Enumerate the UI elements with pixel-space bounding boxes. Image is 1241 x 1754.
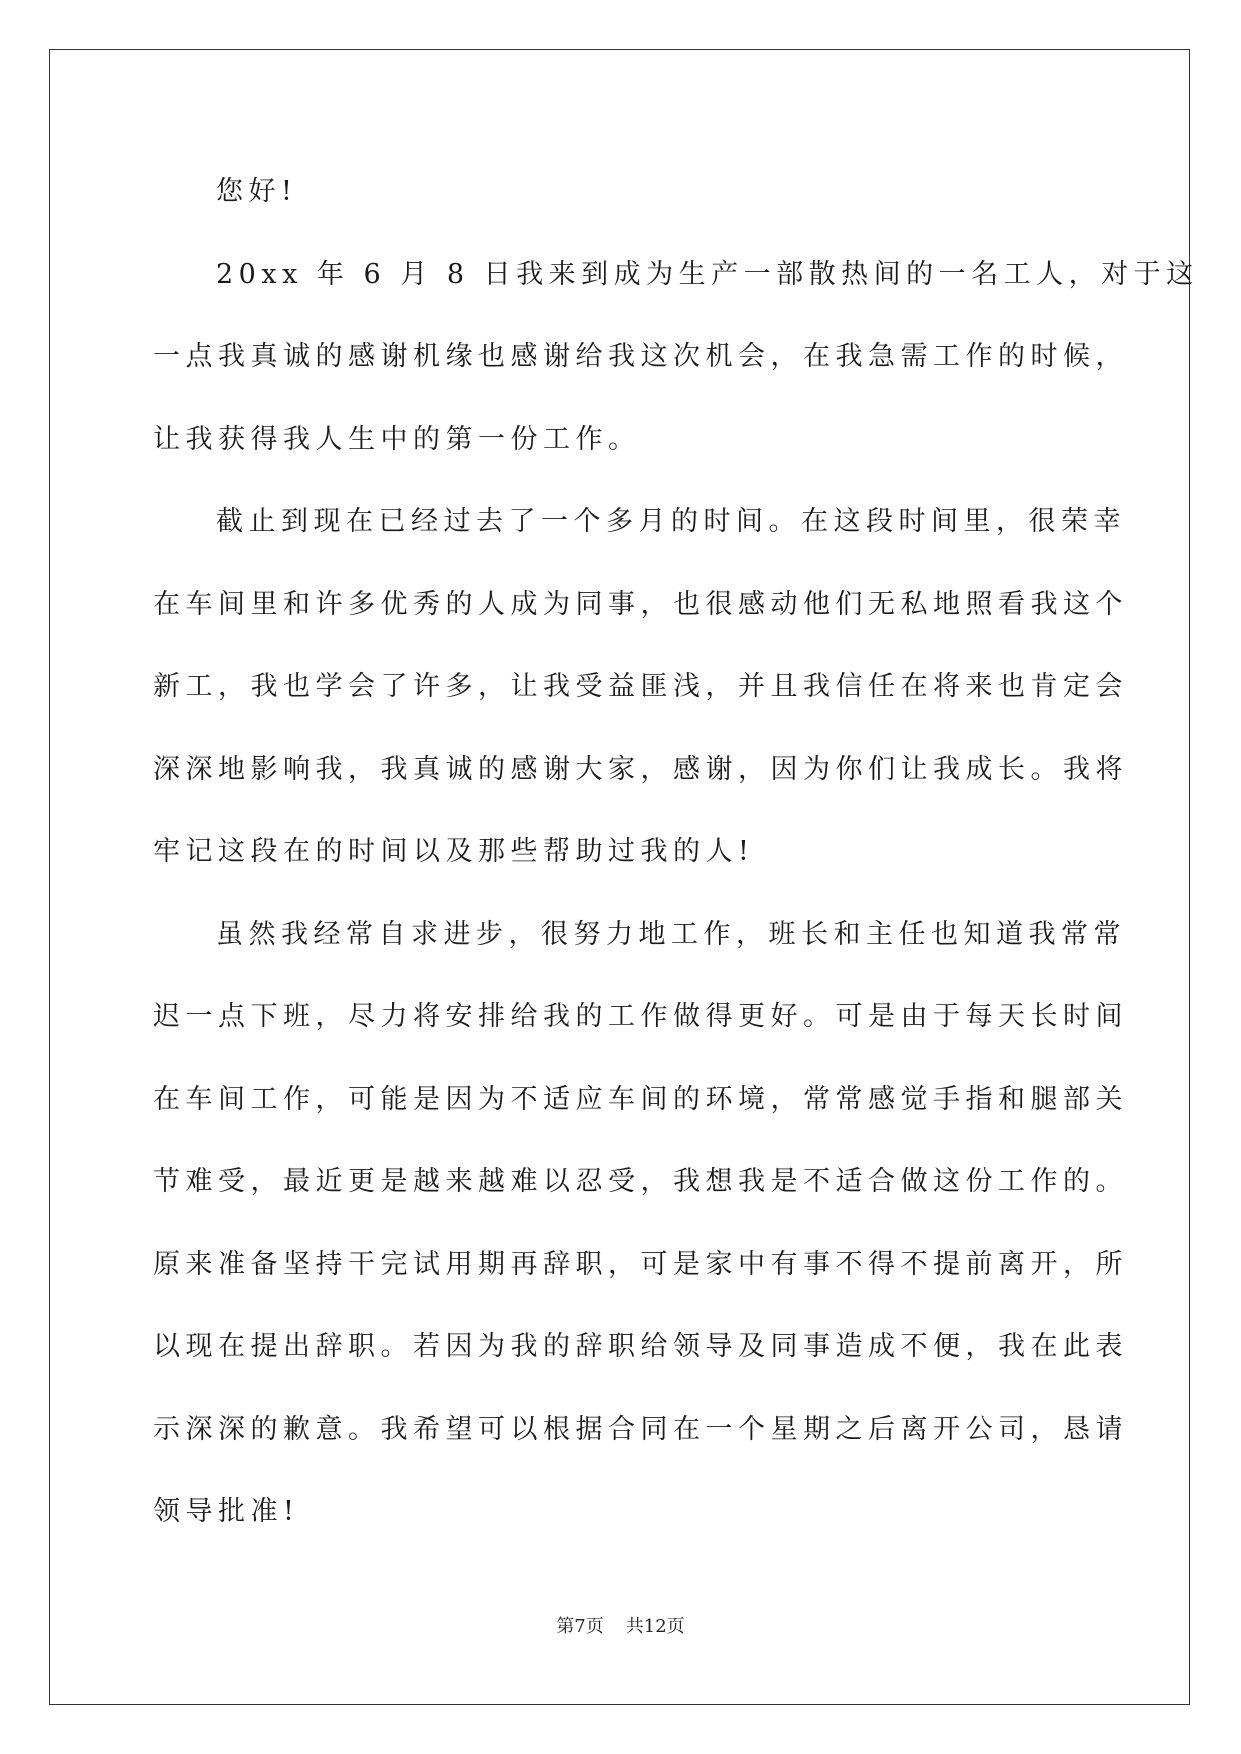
paragraph-3-line-8: 领导批准! (153, 1496, 300, 1527)
paragraph-3-line-7: 示深深的歉意。我希望可以根据合同在一个星期之后离开公司，恳请 (153, 1413, 1128, 1445)
greeting-line: 您好! (216, 176, 298, 207)
paragraph-3-line-1: 虽然我经常自求进步，很努力地工作，班长和主任也知道我常常 (216, 918, 1126, 950)
paragraph-3-line-4: 节难受，最近更是越来越难以忍受，我想我是不适合做这份工作的。 (153, 1166, 1128, 1197)
paragraph-3-line-3: 在车间工作，可能是因为不适应车间的环境，常常感觉手指和腿部关 (153, 1083, 1128, 1115)
paragraph-3-line-5: 原来准备坚持干完试用期再辞职，可是家中有事不得不提前离开，所 (153, 1248, 1128, 1280)
paragraph-2-line-3: 新工，我也学会了许多，让我受益匪浅，并且我信任在将来也肯定会 (153, 671, 1128, 702)
paragraph-1-line-1: 20xx 年 6 月 8 日我来到成为生产一部散热间的一名工人，对于这 (216, 258, 1199, 290)
paragraph-1-line-3: 让我获得我人生中的第一份工作。 (153, 423, 641, 455)
paragraph-2-line-4: 深深地影响我，我真诚的感谢大家，感谢，因为你们让我成长。我将 (153, 753, 1128, 785)
letter-body (153, 151, 1199, 1554)
paragraph-3-line-2: 迟一点下班，尽力将安排给我的工作做得更好。可是由于每天长时间 (153, 1001, 1128, 1032)
total-pages: 共12页 (625, 1616, 685, 1637)
paragraph-2-line-5: 牢记这段在的时间以及那些帮助过我的人! (153, 836, 755, 867)
page-footer (0, 1612, 1241, 1638)
paragraph-2-line-1: 截止到现在已经过去了一个多月的时间。在这段时间里，很荣幸 (216, 506, 1126, 537)
paragraph-1-line-2: 一点我真诚的感谢机缘也感谢给我这次机会，在我急需工作的时候， (153, 341, 1128, 372)
current-page-number: 第7页 (556, 1616, 604, 1637)
paragraph-3-line-6: 以现在提出辞职。若因为我的辞职给领导及同事造成不便，我在此表 (153, 1331, 1128, 1362)
paragraph-2-line-2: 在车间里和许多优秀的人成为同事，也很感动他们无私地照看我这个 (153, 588, 1128, 620)
